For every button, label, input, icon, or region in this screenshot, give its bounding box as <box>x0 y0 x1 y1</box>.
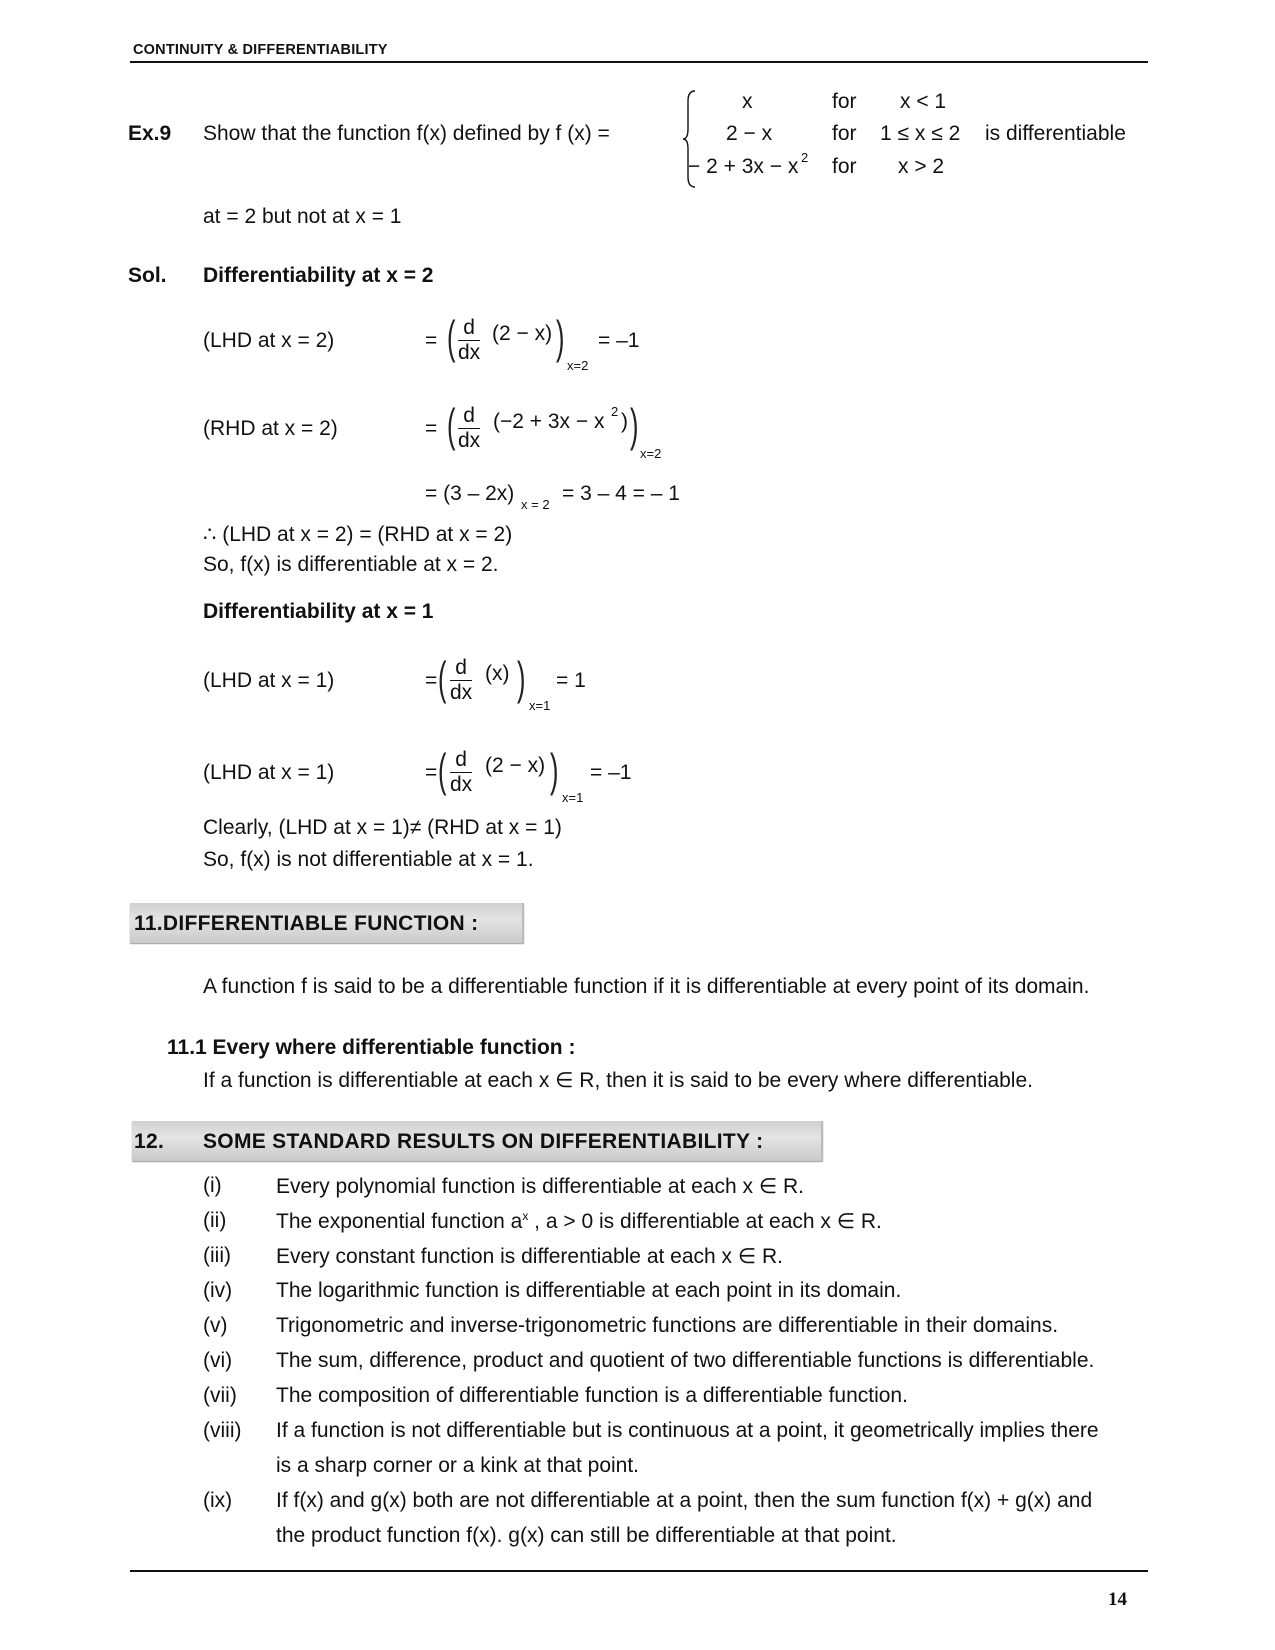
derivative-fraction <box>450 748 472 797</box>
case-1-expr: x <box>742 90 753 113</box>
equals-sign: = <box>425 417 438 440</box>
case-1-cond: x < 1 <box>900 90 947 113</box>
case-2-expr: 2 − x <box>726 122 773 145</box>
page-number: 14 <box>1108 1589 1127 1610</box>
fraction-denominator: dx <box>458 429 481 452</box>
part1-rhd-step-b: = 3 – 4 = – 1 <box>562 482 680 505</box>
fraction-denominator: dx <box>450 681 473 704</box>
example-label: Ex.9 <box>128 122 172 145</box>
result-item-number: (ii) <box>203 1209 227 1232</box>
footer-rule <box>130 1570 1148 1572</box>
section-11-1-body: If a function is differentiable at each x ∈ R, then it is said to be every where differentiable. <box>203 1069 1033 1092</box>
derivative-fraction <box>458 404 480 453</box>
result-item-text: Every constant function is differentiable at each x ∈ R. <box>276 1245 784 1268</box>
part1-lhd-subscript: x=2 <box>567 358 589 373</box>
result-item-number: (ix) <box>203 1489 233 1512</box>
part2-rhd-label: (LHD at x = 1) <box>203 761 335 784</box>
derivative-fraction <box>458 316 480 365</box>
part2-clearly: Clearly, (LHD at x = 1)≠ (RHD at x = 1) <box>203 816 562 839</box>
derivative-fraction <box>450 656 472 705</box>
result-item-number: (iii) <box>203 1244 231 1267</box>
case-2-cond: 1 ≤ x ≤ 2 <box>880 122 961 145</box>
left-paren: ( <box>438 744 447 796</box>
right-paren: ) <box>556 311 565 363</box>
result-item-number: (viii) <box>203 1419 242 1442</box>
part1-lhd-result: = –1 <box>598 329 640 352</box>
example-continuation: at = 2 but not at x = 1 <box>203 205 402 228</box>
equals-sign: = <box>425 329 438 352</box>
section-11-title: 11.DIFFERENTIABLE FUNCTION : <box>134 912 479 935</box>
part2-rhd-inner: (2 − x) <box>485 754 546 777</box>
fraction-numerator: d <box>458 316 480 341</box>
part2-lhd-inner: (x) <box>485 662 510 685</box>
part2-lhd-label: (LHD at x = 1) <box>203 669 335 692</box>
section-11-1-heading: 11.1 Every where differentiable function : <box>167 1036 576 1059</box>
result-item-text: The logarithmic function is differentiable at each point in its domain. <box>276 1279 902 1302</box>
result-item-number: (v) <box>203 1314 228 1337</box>
part2-rhd-subscript: x=1 <box>562 790 584 805</box>
part1-rhd-exponent: 2 <box>611 404 619 419</box>
section-12-number: 12. <box>134 1130 165 1153</box>
fraction-numerator: d <box>450 656 472 681</box>
result-item-text: If f(x) and g(x) both are not differentiable at a point, then the sum function f(x) + g(x) and <box>276 1489 1093 1512</box>
result-item-text: If a function is not differentiable but is continuous at a point, it geometrically implies there <box>276 1419 1099 1442</box>
example-statement-tail: is differentiable <box>985 122 1126 145</box>
part1-rhd-inner: (−2 + 3x − x <box>493 410 605 433</box>
part1-rhd-label: (RHD at x = 2) <box>203 417 338 440</box>
example-statement: Show that the function f(x) defined by f (x) = <box>203 122 610 145</box>
result-item-text-line2: is a sharp corner or a kink at that point. <box>276 1454 640 1477</box>
right-paren: ) <box>517 652 526 704</box>
part1-rhd-step-a: = (3 – 2x) <box>425 482 515 505</box>
part1-rhd-subscript: x=2 <box>640 446 662 461</box>
part1-rhd-inner-close: ) <box>621 410 628 433</box>
result-item-text: The exponential function $a^x$ , a > 0 is differentiable at each x ∈ R. <box>276 1209 882 1233</box>
fraction-denominator: dx <box>450 773 473 796</box>
equals-sign: = <box>425 761 438 784</box>
right-paren: ) <box>630 399 639 451</box>
left-paren: ( <box>447 311 456 363</box>
case-2-for: for <box>832 122 857 145</box>
case-3-expr-exponent: 2 <box>801 150 809 165</box>
case-1-for: for <box>832 90 857 113</box>
part1-rhd-step-subscript: x = 2 <box>521 497 550 512</box>
fraction-numerator: d <box>458 404 480 429</box>
part2-heading: Differentiability at x = 1 <box>203 600 434 623</box>
left-paren: ( <box>438 652 447 704</box>
part1-therefore: ∴ (LHD at x = 2) = (RHD at x = 2) <box>203 523 513 546</box>
part1-conclusion: So, f(x) is differentiable at x = 2. <box>203 553 499 576</box>
result-item-text: Trigonometric and inverse-trigonometric functions are differentiable in their domains. <box>276 1314 1059 1337</box>
result-item-text-line2: the product function f(x). g(x) can still be differentiable at that point. <box>276 1524 897 1547</box>
case-3-expr: − 2 + 3x − x <box>688 155 799 178</box>
equals-sign: = <box>425 669 438 692</box>
solution-label: Sol. <box>128 264 167 287</box>
result-item-text: The sum, difference, product and quotient of two differentiable functions is differentiable. <box>276 1349 1095 1372</box>
result-item-number: (i) <box>203 1174 222 1197</box>
part1-heading: Differentiability at x = 2 <box>203 264 434 287</box>
part2-rhd-result: = –1 <box>590 761 632 784</box>
part2-lhd-subscript: x=1 <box>529 698 551 713</box>
result-item-number: (vii) <box>203 1384 237 1407</box>
header-rule <box>130 61 1148 63</box>
left-paren: ( <box>447 399 456 451</box>
running-header: CONTINUITY & DIFFERENTIABILITY <box>133 42 388 58</box>
section-11-body: A function f is said to be a differentiable function if it is differentiable at every point of its domain. <box>203 975 1090 998</box>
case-3-cond: x > 2 <box>898 155 945 178</box>
part2-lhd-result: = 1 <box>556 669 586 692</box>
section-12-title: SOME STANDARD RESULTS ON DIFFERENTIABILITY : <box>203 1130 764 1153</box>
fraction-denominator: dx <box>458 341 481 364</box>
part2-conclusion: So, f(x) is not differentiable at x = 1. <box>203 848 534 871</box>
result-item-text: Every polynomial function is differentiable at each x ∈ R. <box>276 1175 805 1198</box>
result-item-text: The composition of differentiable function is a differentiable function. <box>276 1384 908 1407</box>
case-3-for: for <box>832 155 857 178</box>
right-paren: ) <box>550 744 559 796</box>
result-item-number: (vi) <box>203 1349 233 1372</box>
part1-lhd-label: (LHD at x = 2) <box>203 329 335 352</box>
result-item-number: (iv) <box>203 1279 233 1302</box>
part1-lhd-inner: (2 − x) <box>492 322 553 345</box>
fraction-numerator: d <box>450 748 472 773</box>
